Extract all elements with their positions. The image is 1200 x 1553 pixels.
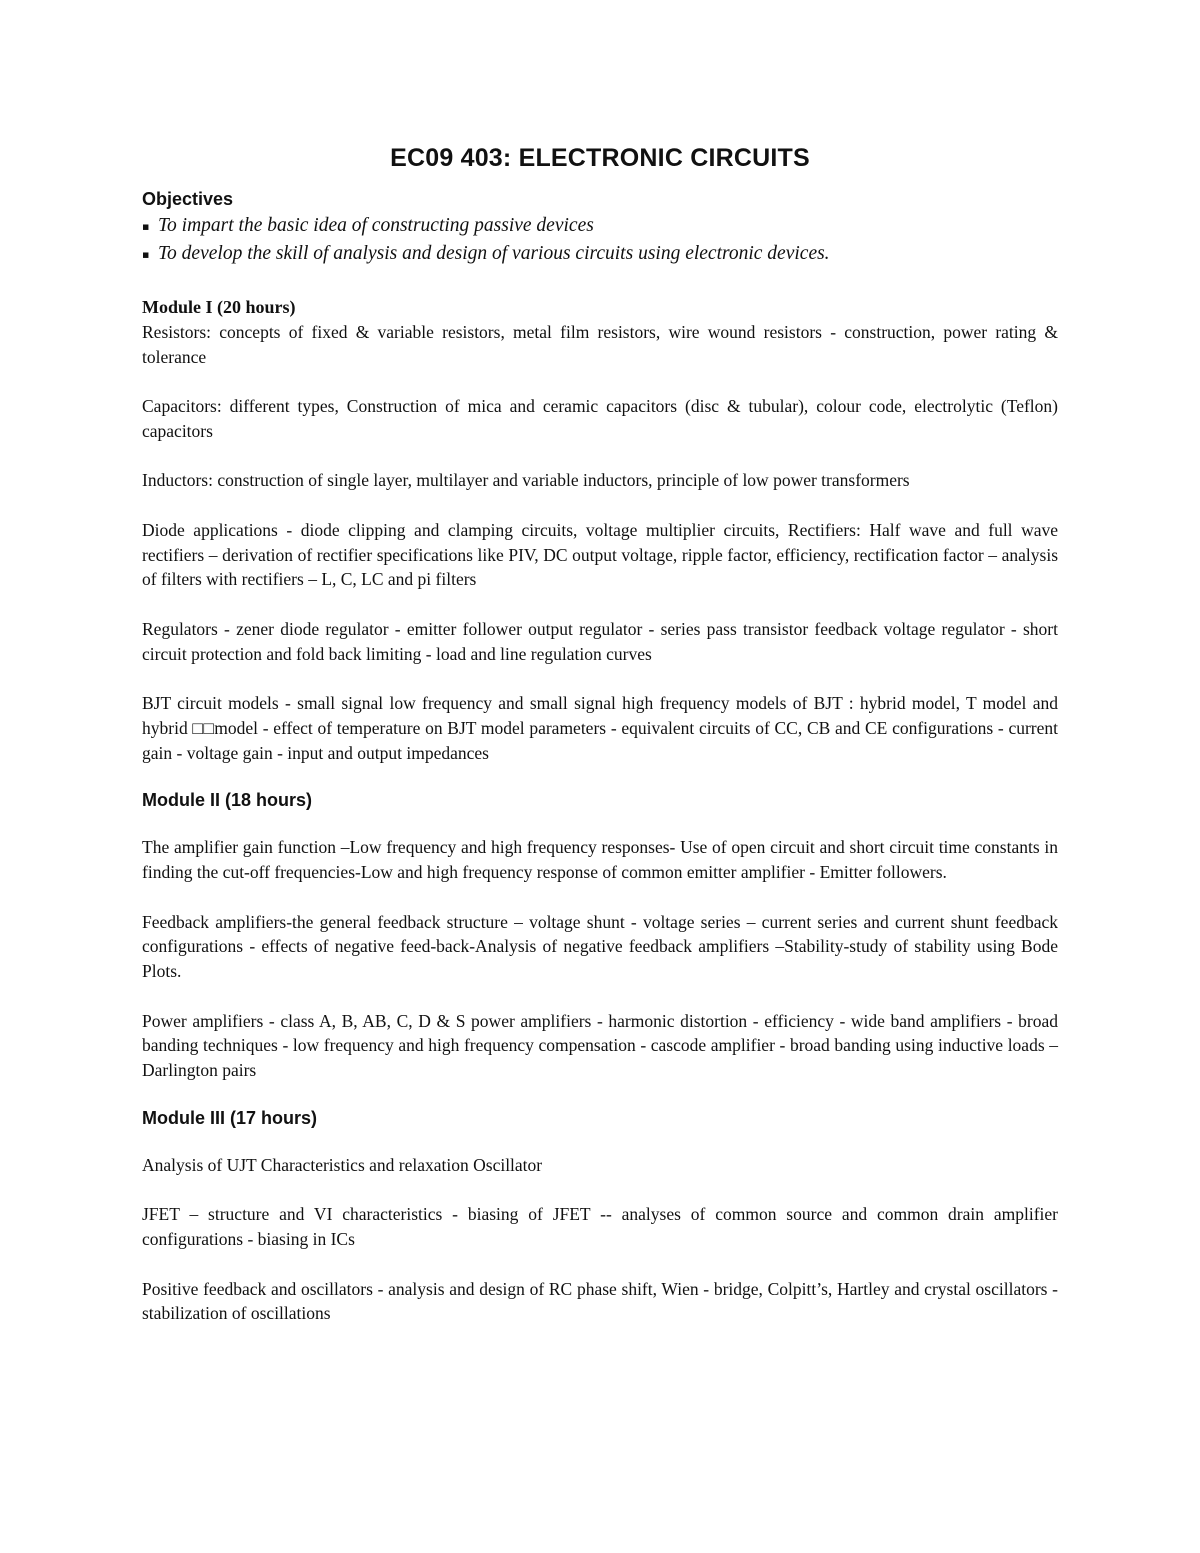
module-3-paragraph: Analysis of UJT Characteristics and relaxation Oscillator	[142, 1154, 543, 1175]
module-3-section	[142, 1105, 1058, 1326]
objective-item	[142, 240, 902, 268]
module-1-heading: Module I (20 hours)	[142, 297, 296, 318]
module-1-paragraph: Inductors: construction of single layer, multilayer and variable inductors, principle of low power transformers	[142, 470, 910, 491]
module-1-section	[142, 294, 1058, 765]
module-1-paragraph: Regulators - zener diode regulator - emitter follower output regulator - series pass transistor feedback voltage regulator - short circuit protection and fold back limiting - load and line regulation curves	[142, 618, 1058, 664]
module-3-heading: Module III (17 hours)	[142, 1107, 318, 1128]
module-1-paragraph: Capacitors: different types, Construction of mica and ceramic capacitors (disc & tubular), colour code, electrolytic (Teflon) capacitors	[142, 396, 1058, 442]
bullet-icon: ▪	[142, 220, 150, 234]
module-1-paragraph: BJT circuit models - small signal low frequency and small signal high frequency models of BJT : hybrid model, T model and hybrid □□model - effect of temperature on BJT model parameters - equivalent circuits of CC, CB and CE configurations - current gain - voltage gain - input and output impedances	[142, 693, 1058, 763]
objective-text: To develop the skill of analysis and design of various circuits using electronic devices.	[158, 243, 830, 265]
course-title: EC09 403: ELECTRONIC CIRCUITS	[390, 144, 810, 172]
syllabus-page	[142, 140, 1058, 1351]
module-2-paragraph: The amplifier gain function –Low frequency and high frequency responses- Use of open circuit and short circuit time constants in finding the cut-off frequencies-Low and high frequency response of common emitter amplifier - Emitter followers.	[142, 837, 1058, 883]
module-1-paragraph: Resistors: concepts of fixed & variable resistors, metal film resistors, wire wound resistors - construction, power rating & tolerance	[142, 322, 1058, 367]
objective-text: To impart the basic idea of constructing passive devices	[158, 215, 594, 236]
objectives-list	[142, 212, 1058, 268]
objective-item	[142, 212, 902, 240]
module-3-paragraph: Positive feedback and oscillators - analysis and design of RC phase shift, Wien - bridge, Colpitt’s, Hartley and crystal oscillators - stabilization of oscillations	[142, 1278, 1058, 1324]
module-2-paragraph: Power amplifiers - class A, B, AB, C, D & S power amplifiers - harmonic distortion - efficiency - wide band amplifiers - broad banding techniques - low frequency and high frequency compensation - cascode amplifier - broad banding using inductive loads – Darlington pairs	[142, 1010, 1058, 1081]
objectives-section	[142, 186, 1058, 268]
bullet-icon: ▪	[142, 248, 150, 262]
module-2-paragraph: Feedback amplifiers-the general feedback structure – voltage shunt - voltage series – current series and current shunt feedback configurations - effects of negative feed-back-Analysis of negative feedback amplifiers –Stability-study of stability using Bode Plots.	[142, 911, 1058, 982]
objectives-heading: Objectives	[142, 189, 234, 209]
module-3-paragraph: JFET – structure and VI characteristics - biasing of JFET -- analyses of common source and common drain amplifier configurations - biasing in ICs	[142, 1204, 1058, 1250]
module-2-heading: Module II (18 hours)	[142, 790, 313, 811]
module-2-section	[142, 787, 1058, 1083]
module-1-paragraph: Diode applications - diode clipping and clamping circuits, voltage multiplier circuits, Rectifiers: Half wave and full wave rectifiers – derivation of rectifier specifications like PIV, DC output voltage, ripple factor, efficiency, rectification factor – analysis of filters with rectifiers – L, C, LC and pi filters	[142, 519, 1058, 590]
